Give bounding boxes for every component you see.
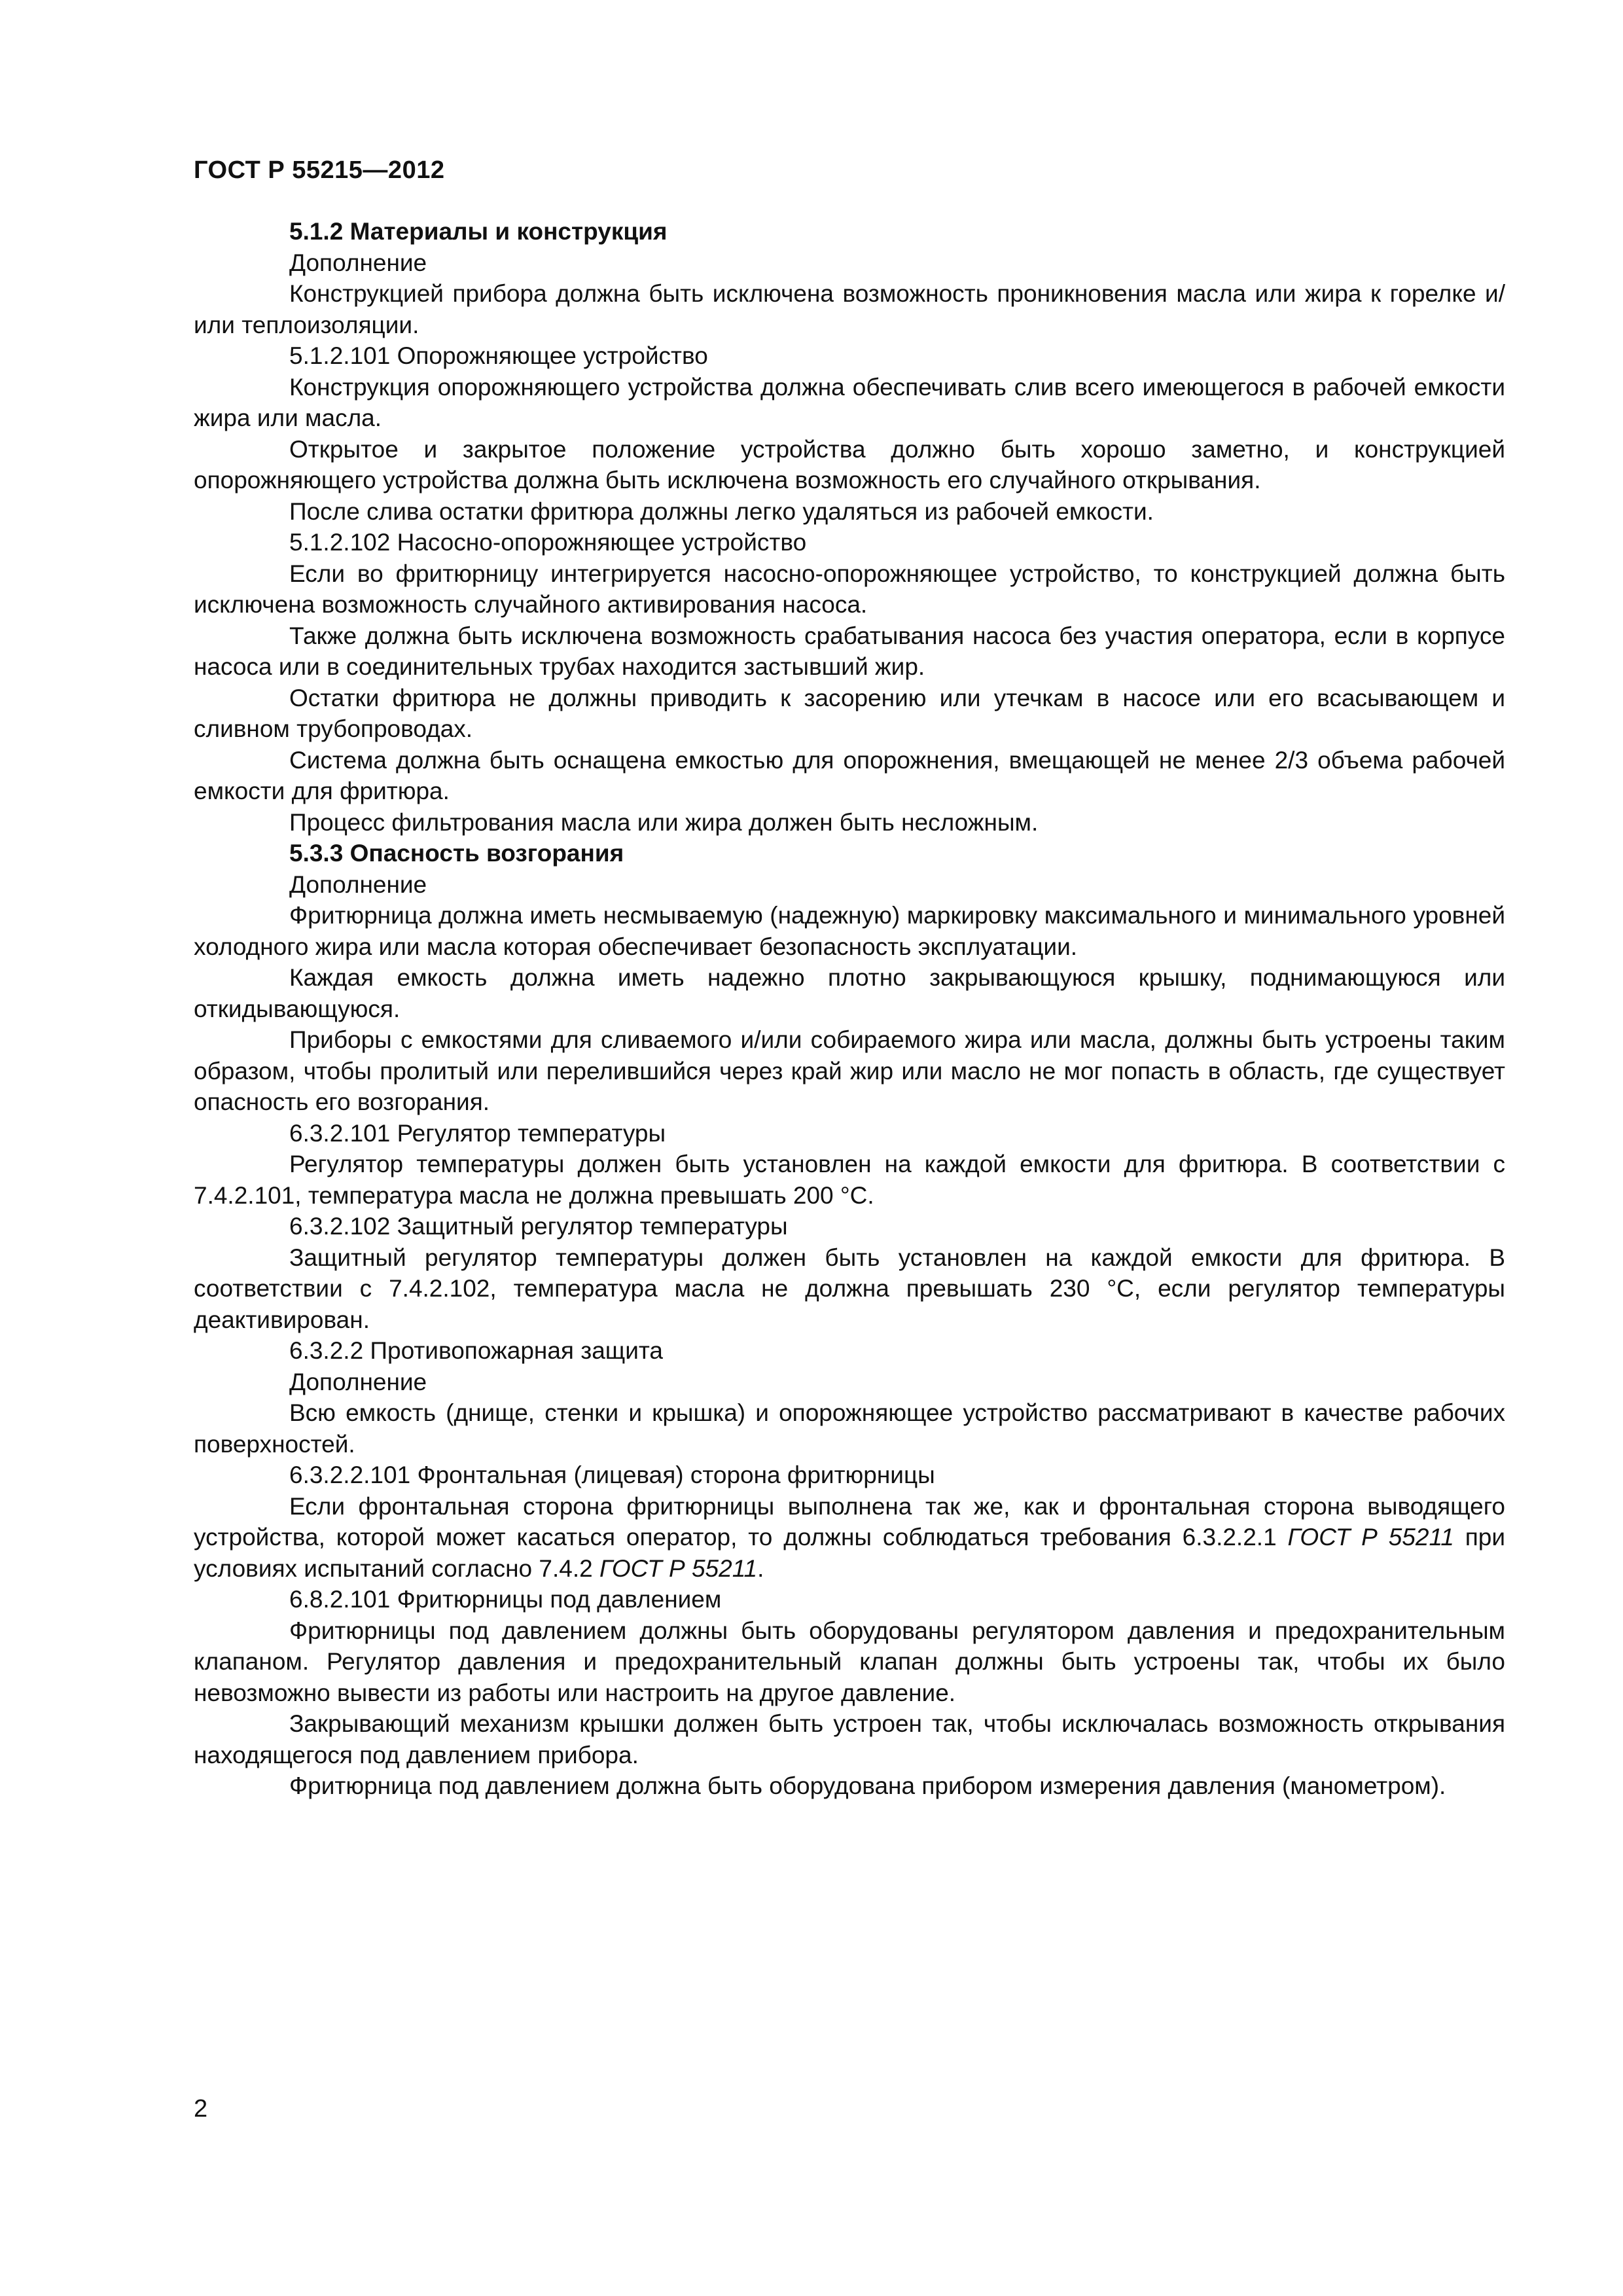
paragraph: После слива остатки фритюра должны легко удаляться из рабочей емкости. [289, 497, 1154, 525]
clause-title: 6.8.2.101 Фритюрницы под давлением [289, 1586, 722, 1613]
paragraph [194, 1491, 1505, 1585]
paragraph: Открытое и закрытое положение устройства должно быть хорошо заметно, и конструкцией опорожняющего устройства должна быть исключена возможность его случайного открывания. [194, 435, 1505, 493]
clause-title: Дополнение [289, 1368, 427, 1395]
paragraph: Каждая емкость должна иметь надежно плотно закрывающуюся крышку, поднимающуюся или откидывающуюся. [194, 964, 1505, 1022]
document-body [194, 216, 1505, 1802]
clause-title: Дополнение [289, 249, 427, 276]
standard-reference: ГОСТ Р 55211 [599, 1554, 758, 1582]
paragraph: Фритюрницы под давлением должны быть оборудованы регулятором давления и предохранительным клапаном. Регулятор давления и предохранительный клапан должны быть устроены так, чтобы их было невозможно вывести из работы или настроить на другое давление. [194, 1617, 1505, 1706]
paragraph: Система должна быть оснащена емкостью для опорожнения, вмещающей не менее 2/3 объема рабочей емкости для фритюра. [194, 746, 1505, 804]
clause-title: 6.3.2.101 Регулятор температуры [289, 1119, 666, 1147]
clause-title: 6.3.2.2 Противопожарная защита [289, 1337, 663, 1364]
page-number: 2 [194, 2095, 208, 2123]
paragraph: Всю емкость (днище, стенки и крышка) и опорожняющее устройство рассматривают в качестве рабочих поверхностей. [194, 1399, 1505, 1458]
clause-title: Дополнение [289, 870, 427, 898]
text-fragment: Если фронтальная сторона фритюрницы выполнена так же, как и фронтальная сторона выводящего устройства, которой может касаться оператор, то должны соблюдаться требования 6.3.2.2.1 [194, 1492, 1505, 1551]
standard-reference: ГОСТ Р 55211 [1287, 1524, 1454, 1551]
paragraph: Фритюрница должна иметь несмываемую (надежную) маркировку максимального и минимального уровней холодного жира или масла которая обеспечивает безопасность эксплуатации. [194, 902, 1505, 960]
clause-title: 6.3.2.2.101 Фронтальная (лицевая) сторона фритюрницы [289, 1462, 935, 1488]
text-fragment: . [757, 1554, 764, 1582]
section-heading: 5.3.3 Опасность возгорания [289, 840, 624, 867]
paragraph: Защитный регулятор температуры должен быть установлен на каждой емкости для фритюра. В соответствии с 7.4.2.102, температура масла не должна превышать 230 °С, если регулятор температуры деактивирован. [194, 1244, 1505, 1333]
paragraph: Конструкция опорожняющего устройства должна обеспечивать слив всего имеющегося в рабочей емкости жира или масла. [194, 373, 1505, 431]
clause-title: 6.3.2.102 Защитный регулятор температуры [289, 1213, 788, 1240]
paragraph: Приборы с емкостями для сливаемого и/или собираемого жира или масла, должны быть устроены таким образом, чтобы пролитый или перелившийся через край жир или масло не мог попасть в область, где существует опасность его возгорания. [194, 1026, 1505, 1115]
paragraph: Если во фритюрницу интегрируется насосно-опорожняющее устройство, то конструкцией должна быть исключена возможность случайного активирования насоса. [194, 560, 1505, 618]
paragraph: Фритюрница под давлением должна быть оборудована прибором измерения давления (манометром). [289, 1772, 1446, 1799]
paragraph: Также должна быть исключена возможность срабатывания насоса без участия оператора, если в корпусе насоса или в соединительных трубах находится застывший жир. [194, 622, 1505, 680]
document-header: ГОСТ Р 55215—2012 [194, 156, 445, 184]
clause-title: 5.1.2.101 Опорожняющее устройство [289, 342, 708, 369]
clause-title: 5.1.2.102 Насосно-опорожняющее устройство [289, 529, 807, 556]
section-heading: 5.1.2 Материалы и конструкция [289, 218, 668, 245]
paragraph: Процесс фильтрования масла или жира должен быть несложным. [289, 808, 1039, 836]
paragraph: Регулятор температуры должен быть установлен на каждой емкости для фритюра. В соответствии с 7.4.2.101, температура масла не должна превышать 200 °С. [194, 1151, 1505, 1209]
text-fragment: при условиях испытаний согласно 7.4.2 [194, 1524, 1506, 1582]
paragraph: Остатки фритюра не должны приводить к засорению или утечкам в насосе или его всасывающем и сливном трубопроводах. [194, 684, 1505, 742]
paragraph: Закрывающий механизм крышки должен быть устроен так, чтобы исключалась возможность открывания находящегося под давлением прибора. [194, 1710, 1505, 1768]
paragraph: Конструкцией прибора должна быть исключена возможность проникновения масла или жира к горелке и/или теплоизоляции. [194, 280, 1505, 338]
